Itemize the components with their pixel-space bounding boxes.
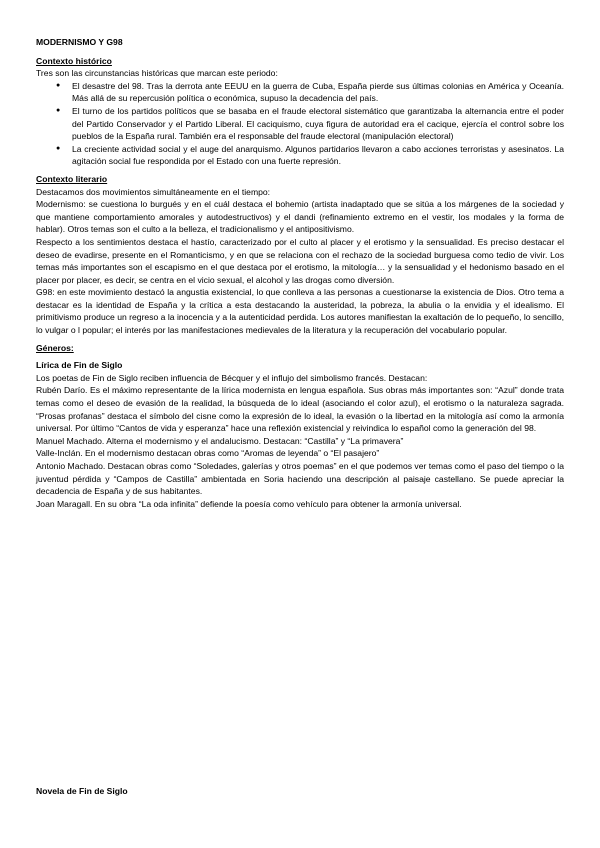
manuel-machado-paragraph: Manuel Machado. Alterna el modernismo y el andalucismo. Destacan: “Castilla” y “La primavera” (36, 435, 404, 446)
modernismo-paragraph-2: Respecto a los sentimientos destaca el hastío, caracterizado por el culto al placer y el erotismo y la sensualidad. Es preciso destacar el deseo de evadirse, presente en el Romanticismo, y en que se relaciona con el rechazo de la sociedad burguesa como tedio de vivir. Los temas más importantes son el escapismo en el que destaca por el erotismo, la mitología… y la sensualidad y el hedonismo basado en el placer por placer, es decir, se centra en el vicio sexual, el alcohol y las drogas como diversión. (36, 236, 564, 285)
genres-heading: Géneros: (36, 342, 74, 353)
g98-paragraph: G98: en este movimiento destacó la angustia existencial, lo que conlleva a las personas a cuestionarse la existencia de Dios. Otro tema a destacar es la identidad de España y la crítica a esta destacando la austeridad, la pobreza, la abulia o la envidia y el idealismo. El primitivismo produce un regreso a la inocencia y a la autenticidad perdida. Los autores manifiestan la exaltación de lo pequeño, lo sencillo, lo vulgar o l popular; el interés por las manifestaciones medievales de la literatura y la recuperación del vocabulario popular. (36, 287, 564, 336)
historical-context-list (36, 80, 564, 168)
joan-maragall-paragraph: Joan Maragall. En su obra “La oda infinita” defiende la poesía como vehículo para obtener la armonía universal. (36, 498, 462, 509)
historical-context-intro: Tres son las circunstancias históricas que marcan este periodo: (36, 68, 278, 79)
novel-heading: Novela de Fin de Siglo (36, 786, 128, 796)
document-title: MODERNISMO Y G98 (36, 37, 123, 47)
valle-inclan-paragraph: Valle-Inclán. En el modernismo destacan obras como “Aromas de leyenda” o “El pasajero” (36, 448, 380, 459)
literary-context-intro: Destacamos dos movimientos simultáneamente en el tiempo: (36, 186, 271, 197)
document-page (36, 36, 564, 510)
lyric-intro: Los poetas de Fin de Siglo reciben influencia de Bécquer y el influjo del simbolismo francés. Destacan: (36, 372, 428, 383)
historical-bullet-2: ● El turno de los partidos políticos que se basaba en el fraude electoral sistemático que garantizaba la alternancia entre el poder del Partido Conservador y el Partido Liberal. El caciquismo, cuya figura de autoridad era el cacique, ejercía el control sobre los pueblos de la España rural. También era el responsable del fraude electoral (manipulación electoral) (72, 105, 564, 143)
antonio-machado-paragraph: Antonio Machado. Destacan obras como “Soledades, galerías y otros poemas” en el que podemos ver temas como el paso del tiempo o la juventud pérdida y “Campos de Castilla” ambientada en Soria haciendo una descripción al paisaje castellano. Se puede apreciar la decadencia de España y de sus habitantes. (36, 461, 564, 497)
historical-bullet-3: ● La creciente actividad social y el auge del anarquismo. Algunos partidarios llevaron a cabo acciones terroristas y asesinatos. La agitación social fue respondida por el Estado con una fuerte represión. (72, 143, 564, 168)
lyric-heading: Lírica de Fin de Siglo (36, 360, 123, 371)
historical-bullet-1: ● El desastre del 98. Tras la derrota ante EEUU en la guerra de Cuba, España pierde sus últimas colonias en América y Oceanía. Más allá de su repercusión política o económica, supuso la decadencia del país. (72, 80, 564, 105)
modernismo-paragraph-1: Modernismo: se cuestiona lo burgués y en el cuál destaca el bohemio (artista inadaptado que se sitúa a los márgenes de la sociedad y que mantiene comportamiento amorales y autodestructivos) y el dandi (refinamiento extremo en el vestir, los modales y la forma de hablar). Otros temas son el culto a la belleza, el tradicionalismo y el antipositivismo. (36, 199, 564, 235)
ruben-dario-paragraph: Rubén Darío. Es el máximo representante de la lírica modernista en lengua española. Sus obras más importantes son: “Azul” donde trata temas como el deseo de evasión de la realidad, la búsqueda de lo ideal (asociando el color azul), el erotismo o la naturaleza sagrada. “Prosas profanas” destaca el símbolo del cisne como la expresión de lo ideal, la evasión o la libertad en la mitología así como la armonía universal. Por último “Cantos de vida y esperanza” hace una reflexión existencial y reivindica lo español como la generación del 98. (36, 385, 564, 434)
literary-context-heading: Contexto literario (36, 173, 108, 184)
historical-context-heading: Contexto histórico (36, 55, 112, 66)
